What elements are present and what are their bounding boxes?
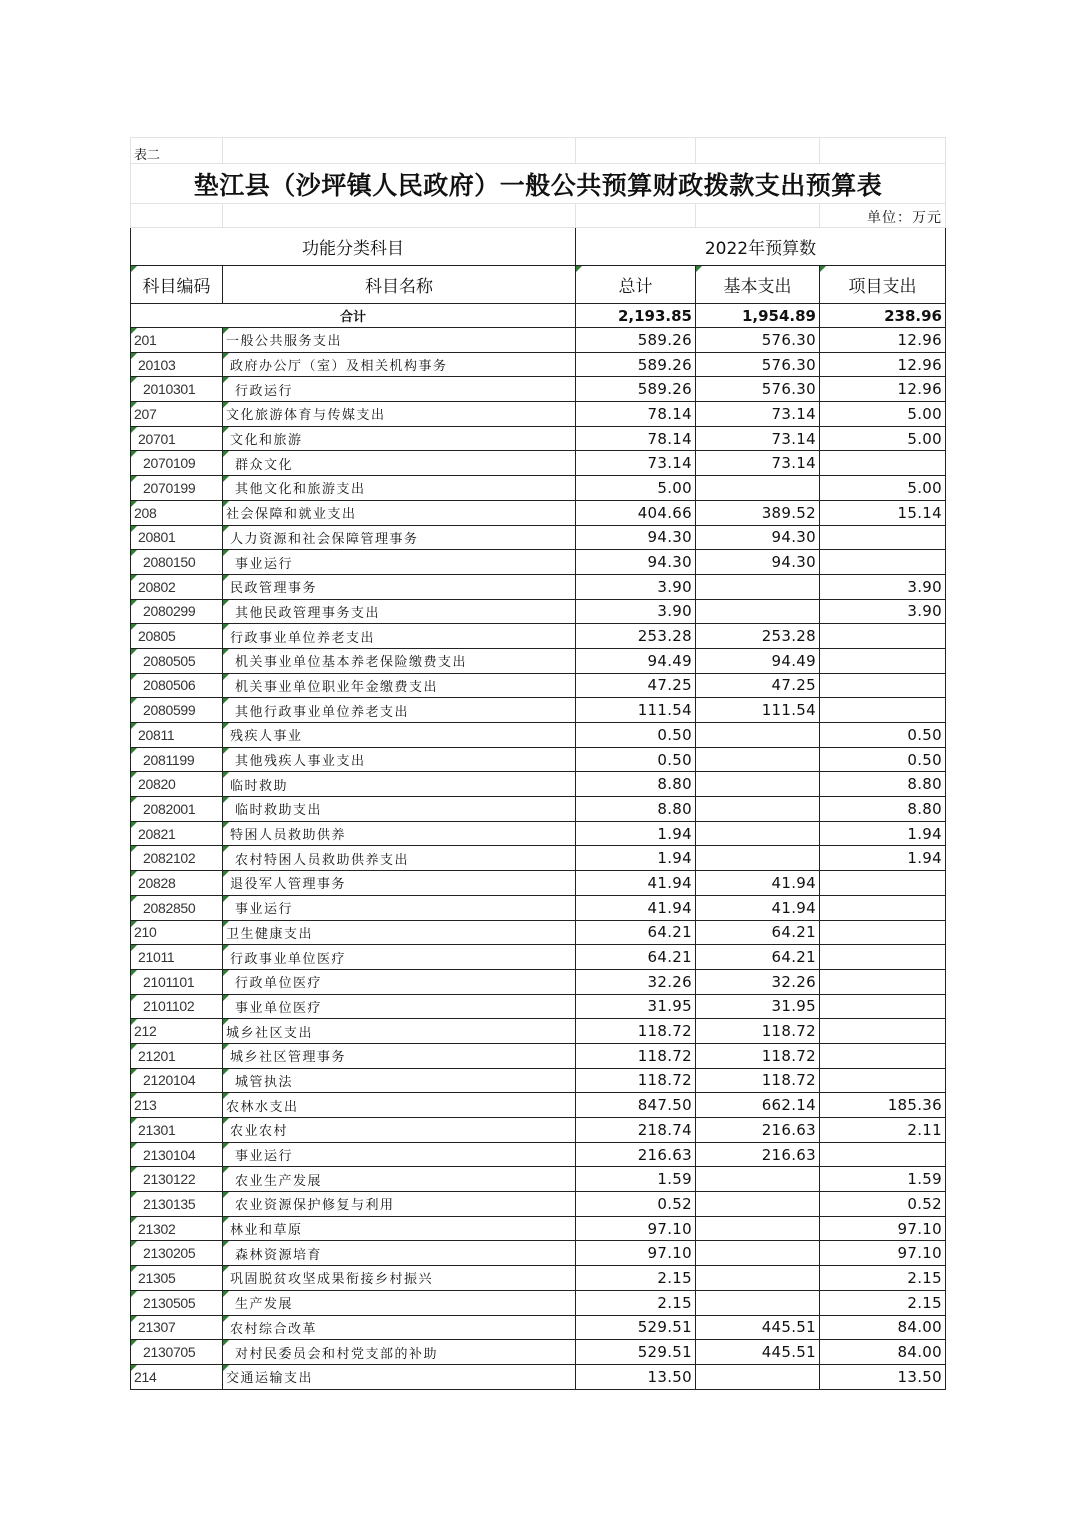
- table-row: [131, 574, 946, 599]
- label-row: [131, 138, 946, 164]
- row-name: 机关事业单位基本养老保险缴费支出: [223, 648, 576, 673]
- table-row: [131, 895, 946, 920]
- row-basic: 41.94: [696, 871, 820, 896]
- row-project: 84.00: [820, 1340, 946, 1365]
- row-total: 8.80: [576, 772, 696, 797]
- row-code: 2070109: [131, 451, 223, 476]
- row-name: 文化和旅游: [223, 426, 576, 451]
- row-total: 589.26: [576, 352, 696, 377]
- row-name: 其他残疾人事业支出: [223, 747, 576, 772]
- table-row: [131, 945, 946, 970]
- row-basic: 73.14: [696, 451, 820, 476]
- row-name: 森林资源培育: [223, 1241, 576, 1266]
- empty-cell: [131, 204, 223, 228]
- row-basic: 47.25: [696, 673, 820, 698]
- totals-row: [131, 304, 946, 328]
- row-project: 8.80: [820, 797, 946, 822]
- row-name: 对村民委员会和村党支部的补助: [223, 1340, 576, 1365]
- row-basic: [696, 821, 820, 846]
- row-code: 20828: [131, 871, 223, 896]
- row-code: 2080506: [131, 673, 223, 698]
- row-total: 41.94: [576, 871, 696, 896]
- row-project: [820, 673, 946, 698]
- row-code: 2070199: [131, 476, 223, 501]
- row-code: 210: [131, 920, 223, 945]
- row-name: 机关事业单位职业年金缴费支出: [223, 673, 576, 698]
- row-basic: 64.21: [696, 945, 820, 970]
- row-code: 2130135: [131, 1192, 223, 1217]
- row-code: 20820: [131, 772, 223, 797]
- row-code: 2080505: [131, 648, 223, 673]
- table-row: [131, 500, 946, 525]
- row-total: 589.26: [576, 328, 696, 353]
- row-project: [820, 451, 946, 476]
- row-name: 群众文化: [223, 451, 576, 476]
- budget-sheet: [130, 137, 945, 1390]
- row-name: 农业生产发展: [223, 1167, 576, 1192]
- row-total: 1.94: [576, 821, 696, 846]
- page-title: 垫江县（沙坪镇人民政府）一般公共预算财政拨款支出预算表: [131, 164, 946, 204]
- table-row: [131, 377, 946, 402]
- unit-row: [131, 204, 946, 228]
- row-total: 3.90: [576, 599, 696, 624]
- row-basic: [696, 1167, 820, 1192]
- row-name: 人力资源和社会保障管理事务: [223, 525, 576, 550]
- unit-label: 单位：万元: [820, 204, 946, 228]
- table-row: [131, 328, 946, 353]
- table-row: [131, 1266, 946, 1291]
- row-basic: [696, 846, 820, 871]
- row-name: 其他行政事业单位养老支出: [223, 698, 576, 723]
- table-row: [131, 550, 946, 575]
- table-row: [131, 747, 946, 772]
- row-basic: [696, 772, 820, 797]
- table-row: [131, 402, 946, 427]
- row-total: 216.63: [576, 1142, 696, 1167]
- totals-label: 合计: [131, 304, 576, 328]
- row-total: 118.72: [576, 1068, 696, 1093]
- row-basic: 662.14: [696, 1093, 820, 1118]
- row-total: 78.14: [576, 402, 696, 427]
- row-total: 97.10: [576, 1241, 696, 1266]
- row-project: [820, 1043, 946, 1068]
- row-basic: 576.30: [696, 377, 820, 402]
- row-total: 97.10: [576, 1216, 696, 1241]
- row-code: 2130205: [131, 1241, 223, 1266]
- row-name: 交通运输支出: [223, 1364, 576, 1389]
- row-project: 12.96: [820, 352, 946, 377]
- budget-table: [130, 137, 946, 1390]
- row-code: 2010301: [131, 377, 223, 402]
- row-code: 21305: [131, 1266, 223, 1291]
- row-total: 5.00: [576, 476, 696, 501]
- row-total: 111.54: [576, 698, 696, 723]
- row-code: 2130505: [131, 1290, 223, 1315]
- row-basic: [696, 1266, 820, 1291]
- row-total: 404.66: [576, 500, 696, 525]
- row-code: 207: [131, 402, 223, 427]
- row-project: 97.10: [820, 1241, 946, 1266]
- row-name: 行政事业单位医疗: [223, 945, 576, 970]
- row-project: [820, 1019, 946, 1044]
- table-row: [131, 352, 946, 377]
- row-project: 8.80: [820, 772, 946, 797]
- row-total: 253.28: [576, 624, 696, 649]
- table-row: [131, 969, 946, 994]
- row-basic: [696, 1192, 820, 1217]
- empty-cell: [223, 138, 576, 164]
- row-project: 1.59: [820, 1167, 946, 1192]
- row-basic: 41.94: [696, 895, 820, 920]
- row-code: 21301: [131, 1118, 223, 1143]
- row-name: 事业运行: [223, 1142, 576, 1167]
- row-basic: 576.30: [696, 352, 820, 377]
- row-basic: [696, 723, 820, 748]
- empty-cell: [820, 138, 946, 164]
- row-basic: 118.72: [696, 1068, 820, 1093]
- row-project: 84.00: [820, 1315, 946, 1340]
- project-header: 项目支出: [820, 266, 946, 304]
- row-total: 118.72: [576, 1043, 696, 1068]
- row-total: 94.30: [576, 525, 696, 550]
- table-row: [131, 920, 946, 945]
- row-name: 林业和草原: [223, 1216, 576, 1241]
- row-name: 退役军人管理事务: [223, 871, 576, 896]
- row-name: 巩固脱贫攻坚成果衔接乡村振兴: [223, 1266, 576, 1291]
- row-project: 5.00: [820, 476, 946, 501]
- row-project: [820, 525, 946, 550]
- row-total: 47.25: [576, 673, 696, 698]
- row-total: 8.80: [576, 797, 696, 822]
- table-row: [131, 451, 946, 476]
- row-code: 201: [131, 328, 223, 353]
- total-header: 总计: [576, 266, 696, 304]
- functional-category-header: 功能分类科目: [131, 228, 576, 266]
- row-code: 21302: [131, 1216, 223, 1241]
- row-code: 212: [131, 1019, 223, 1044]
- row-name: 城乡社区支出: [223, 1019, 576, 1044]
- empty-cell: [576, 204, 696, 228]
- row-project: 0.50: [820, 747, 946, 772]
- row-project: 3.90: [820, 599, 946, 624]
- table-row: [131, 1019, 946, 1044]
- row-basic: 389.52: [696, 500, 820, 525]
- row-basic: [696, 599, 820, 624]
- row-project: [820, 1142, 946, 1167]
- table-row: [131, 1315, 946, 1340]
- row-project: [820, 550, 946, 575]
- row-total: 64.21: [576, 920, 696, 945]
- row-project: 13.50: [820, 1364, 946, 1389]
- row-total: 0.50: [576, 723, 696, 748]
- row-code: 213: [131, 1093, 223, 1118]
- row-project: [820, 945, 946, 970]
- row-total: 1.94: [576, 846, 696, 871]
- row-name: 临时救助: [223, 772, 576, 797]
- table-row: [131, 846, 946, 871]
- row-code: 20103: [131, 352, 223, 377]
- row-basic: 253.28: [696, 624, 820, 649]
- row-project: 2.11: [820, 1118, 946, 1143]
- row-name: 卫生健康支出: [223, 920, 576, 945]
- row-project: 2.15: [820, 1266, 946, 1291]
- row-code: 20805: [131, 624, 223, 649]
- row-basic: 216.63: [696, 1118, 820, 1143]
- row-project: 185.36: [820, 1093, 946, 1118]
- empty-cell: [576, 138, 696, 164]
- row-name: 城乡社区管理事务: [223, 1043, 576, 1068]
- row-total: 32.26: [576, 969, 696, 994]
- row-total: 64.21: [576, 945, 696, 970]
- row-total: 0.50: [576, 747, 696, 772]
- row-project: 5.00: [820, 402, 946, 427]
- row-total: 78.14: [576, 426, 696, 451]
- row-basic: 118.72: [696, 1043, 820, 1068]
- totals-total: 2,193.85: [576, 304, 696, 328]
- table-row: [131, 476, 946, 501]
- header-row-1: [131, 228, 946, 266]
- row-basic: 445.51: [696, 1315, 820, 1340]
- row-name: 文化旅游体育与传媒支出: [223, 402, 576, 427]
- row-project: 0.52: [820, 1192, 946, 1217]
- row-project: 15.14: [820, 500, 946, 525]
- table-row: [131, 821, 946, 846]
- row-basic: [696, 797, 820, 822]
- table-row: [131, 772, 946, 797]
- row-total: 218.74: [576, 1118, 696, 1143]
- row-total: 31.95: [576, 994, 696, 1019]
- row-name: 农业农村: [223, 1118, 576, 1143]
- row-project: 2.15: [820, 1290, 946, 1315]
- table-row: [131, 648, 946, 673]
- row-project: [820, 969, 946, 994]
- table-row: [131, 1118, 946, 1143]
- row-basic: [696, 1290, 820, 1315]
- row-basic: 31.95: [696, 994, 820, 1019]
- row-project: 5.00: [820, 426, 946, 451]
- row-name: 一般公共服务支出: [223, 328, 576, 353]
- row-basic: 94.49: [696, 648, 820, 673]
- row-project: [820, 920, 946, 945]
- row-total: 2.15: [576, 1290, 696, 1315]
- row-total: 94.30: [576, 550, 696, 575]
- row-basic: 73.14: [696, 426, 820, 451]
- table-row: [131, 1241, 946, 1266]
- row-basic: [696, 1241, 820, 1266]
- row-project: [820, 994, 946, 1019]
- row-code: 2120104: [131, 1068, 223, 1093]
- row-code: 20821: [131, 821, 223, 846]
- row-basic: [696, 1216, 820, 1241]
- row-project: 12.96: [820, 328, 946, 353]
- row-basic: 64.21: [696, 920, 820, 945]
- row-basic: 111.54: [696, 698, 820, 723]
- row-basic: 94.30: [696, 550, 820, 575]
- totals-basic: 1,954.89: [696, 304, 820, 328]
- row-code: 2130705: [131, 1340, 223, 1365]
- row-code: 2101102: [131, 994, 223, 1019]
- row-project: [820, 624, 946, 649]
- table-row: [131, 871, 946, 896]
- row-code: 2080299: [131, 599, 223, 624]
- table-row: [131, 599, 946, 624]
- row-name: 行政运行: [223, 377, 576, 402]
- basic-header: 基本支出: [696, 266, 820, 304]
- row-code: 2101101: [131, 969, 223, 994]
- row-total: 41.94: [576, 895, 696, 920]
- row-name: 农业资源保护修复与利用: [223, 1192, 576, 1217]
- row-project: [820, 1068, 946, 1093]
- row-name: 行政事业单位养老支出: [223, 624, 576, 649]
- row-project: [820, 895, 946, 920]
- table-row: [131, 1068, 946, 1093]
- row-code: 21011: [131, 945, 223, 970]
- row-basic: 73.14: [696, 402, 820, 427]
- empty-cell: [696, 138, 820, 164]
- row-total: 1.59: [576, 1167, 696, 1192]
- row-code: 20801: [131, 525, 223, 550]
- table-row: [131, 1290, 946, 1315]
- table-row: [131, 1043, 946, 1068]
- table-row: [131, 1142, 946, 1167]
- row-project: 97.10: [820, 1216, 946, 1241]
- row-code: 2082850: [131, 895, 223, 920]
- table-row: [131, 1093, 946, 1118]
- table-row: [131, 1192, 946, 1217]
- row-code: 2130122: [131, 1167, 223, 1192]
- row-code: 2082102: [131, 846, 223, 871]
- table-row: [131, 1216, 946, 1241]
- row-name: 事业单位医疗: [223, 994, 576, 1019]
- title-row: [131, 164, 946, 204]
- row-code: 2080599: [131, 698, 223, 723]
- table-row: [131, 673, 946, 698]
- row-basic: 32.26: [696, 969, 820, 994]
- row-name: 其他民政管理事务支出: [223, 599, 576, 624]
- table-row: [131, 426, 946, 451]
- row-name: 临时救助支出: [223, 797, 576, 822]
- row-name: 残疾人事业: [223, 723, 576, 748]
- row-name: 政府办公厅（室）及相关机构事务: [223, 352, 576, 377]
- table-row: [131, 723, 946, 748]
- budget-year-header: 2022年预算数: [576, 228, 946, 266]
- table-label: 表二: [131, 138, 223, 164]
- code-header: 科目编码: [131, 266, 223, 304]
- table-row: [131, 797, 946, 822]
- row-project: [820, 871, 946, 896]
- row-name: 事业运行: [223, 895, 576, 920]
- totals-project: 238.96: [820, 304, 946, 328]
- row-project: 1.94: [820, 846, 946, 871]
- row-code: 20811: [131, 723, 223, 748]
- row-total: 529.51: [576, 1315, 696, 1340]
- row-project: 3.90: [820, 574, 946, 599]
- table-row: [131, 698, 946, 723]
- row-basic: 94.30: [696, 525, 820, 550]
- row-basic: 445.51: [696, 1340, 820, 1365]
- row-name: 行政单位医疗: [223, 969, 576, 994]
- row-code: 21307: [131, 1315, 223, 1340]
- row-basic: [696, 1364, 820, 1389]
- table-row: [131, 624, 946, 649]
- empty-cell: [223, 204, 576, 228]
- row-name: 生产发展: [223, 1290, 576, 1315]
- row-name: 农林水支出: [223, 1093, 576, 1118]
- table-row: [131, 994, 946, 1019]
- row-code: 20701: [131, 426, 223, 451]
- row-code: 2080150: [131, 550, 223, 575]
- row-project: 0.50: [820, 723, 946, 748]
- row-name: 城管执法: [223, 1068, 576, 1093]
- row-total: 3.90: [576, 574, 696, 599]
- row-basic: 576.30: [696, 328, 820, 353]
- table-row: [131, 1364, 946, 1389]
- row-total: 94.49: [576, 648, 696, 673]
- row-name: 其他文化和旅游支出: [223, 476, 576, 501]
- row-basic: 118.72: [696, 1019, 820, 1044]
- row-project: 1.94: [820, 821, 946, 846]
- empty-cell: [696, 204, 820, 228]
- row-code: 21201: [131, 1043, 223, 1068]
- row-name: 农村特困人员救助供养支出: [223, 846, 576, 871]
- row-name: 农村综合改革: [223, 1315, 576, 1340]
- row-code: 20802: [131, 574, 223, 599]
- row-code: 2130104: [131, 1142, 223, 1167]
- row-total: 589.26: [576, 377, 696, 402]
- row-name: 民政管理事务: [223, 574, 576, 599]
- row-name: 事业运行: [223, 550, 576, 575]
- row-basic: [696, 747, 820, 772]
- table-row: [131, 1340, 946, 1365]
- row-total: 73.14: [576, 451, 696, 476]
- row-total: 2.15: [576, 1266, 696, 1291]
- table-row: [131, 525, 946, 550]
- row-total: 13.50: [576, 1364, 696, 1389]
- table-row: [131, 1167, 946, 1192]
- row-total: 118.72: [576, 1019, 696, 1044]
- row-code: 214: [131, 1364, 223, 1389]
- row-code: 208: [131, 500, 223, 525]
- row-total: 529.51: [576, 1340, 696, 1365]
- row-project: [820, 648, 946, 673]
- row-project: 12.96: [820, 377, 946, 402]
- header-row-2: [131, 266, 946, 304]
- row-project: [820, 698, 946, 723]
- row-code: 2082001: [131, 797, 223, 822]
- row-basic: 216.63: [696, 1142, 820, 1167]
- row-total: 0.52: [576, 1192, 696, 1217]
- row-name: 社会保障和就业支出: [223, 500, 576, 525]
- name-header: 科目名称: [223, 266, 576, 304]
- row-code: 2081199: [131, 747, 223, 772]
- row-name: 特困人员救助供养: [223, 821, 576, 846]
- row-total: 847.50: [576, 1093, 696, 1118]
- row-basic: [696, 574, 820, 599]
- row-basic: [696, 476, 820, 501]
